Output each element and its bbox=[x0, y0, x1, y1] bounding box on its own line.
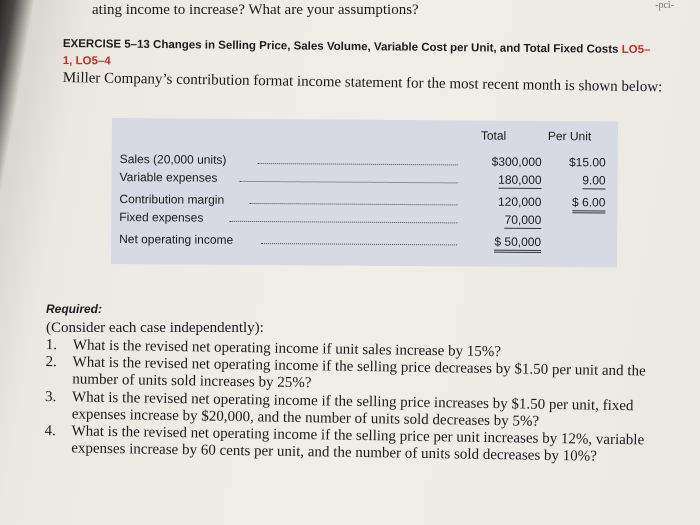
leader-dots bbox=[240, 179, 458, 184]
row-label: Net operating income bbox=[119, 232, 234, 247]
leader-dots bbox=[229, 219, 457, 224]
row-label: Contribution margin bbox=[119, 192, 225, 207]
leader-dots bbox=[249, 201, 457, 205]
statement-row bbox=[119, 170, 606, 191]
question-number: 3. bbox=[44, 388, 57, 405]
exercise-title-text: EXERCISE 5–13 Changes in Selling Price, Sales Volume, Variable Cost per Unit, and Total Fixed Costs bbox=[62, 37, 619, 56]
statement-row bbox=[119, 232, 599, 253]
row-per-unit: $15.00 bbox=[568, 155, 606, 170]
leader-dots bbox=[258, 161, 458, 165]
row-label: Sales (20,000 units) bbox=[119, 152, 227, 167]
col-header-per-unit: Per Unit bbox=[547, 129, 592, 144]
question-text: What is the revised net operating income if unit sales increase by 15%? bbox=[72, 337, 502, 361]
row-per-unit: 9.00 bbox=[582, 173, 606, 188]
corner-mark: -pci- bbox=[655, 0, 674, 11]
leader-dots bbox=[261, 241, 457, 245]
income-statement bbox=[111, 118, 618, 268]
row-per-unit: $ 6.00 bbox=[555, 195, 605, 209]
row-label: Fixed expenses bbox=[119, 210, 204, 225]
required-heading: Required: bbox=[46, 302, 103, 316]
question-number: 4. bbox=[44, 423, 56, 440]
question-text: What is the revised net operating income if the selling price per unit increases by 12%, variable expenses increase by 60 cents per unit, and the number of units sold decreases by 10%? bbox=[71, 423, 645, 465]
row-total: $ 50,000 bbox=[449, 234, 541, 249]
row-label: Variable expenses bbox=[119, 170, 218, 185]
row-total: 120,000 bbox=[497, 194, 542, 209]
question-text: What is the revised net operating income if the selling price decreases by $1.50 per unit and the number of units sold increases by 25%? bbox=[72, 354, 646, 392]
required-note: (Consider each case independently): bbox=[46, 320, 264, 336]
row-total: 70,000 bbox=[504, 212, 542, 227]
statement-row bbox=[119, 210, 599, 231]
question-list bbox=[44, 337, 686, 467]
row-total: $300,000 bbox=[491, 154, 542, 170]
question-text: What is the revised net operating income if the selling price increases by $1.50 per unit, fixed expenses increase by $20,000, and the number of units sold decreases by 5%? bbox=[71, 389, 634, 430]
exercise-intro: Miller Company’s contribution format income statement for the most recent month is shown below: bbox=[62, 70, 663, 96]
previous-question-tail: ating income to increase? What are your assumptions? bbox=[92, 2, 419, 18]
learning-objectives: LO5–1, LO5–4 bbox=[62, 43, 651, 68]
exercise-title bbox=[63, 36, 653, 76]
question-number: 2. bbox=[45, 354, 57, 371]
col-header-total: Total bbox=[480, 128, 507, 143]
question-number: 1. bbox=[45, 337, 58, 354]
row-total: 180,000 bbox=[498, 172, 542, 188]
